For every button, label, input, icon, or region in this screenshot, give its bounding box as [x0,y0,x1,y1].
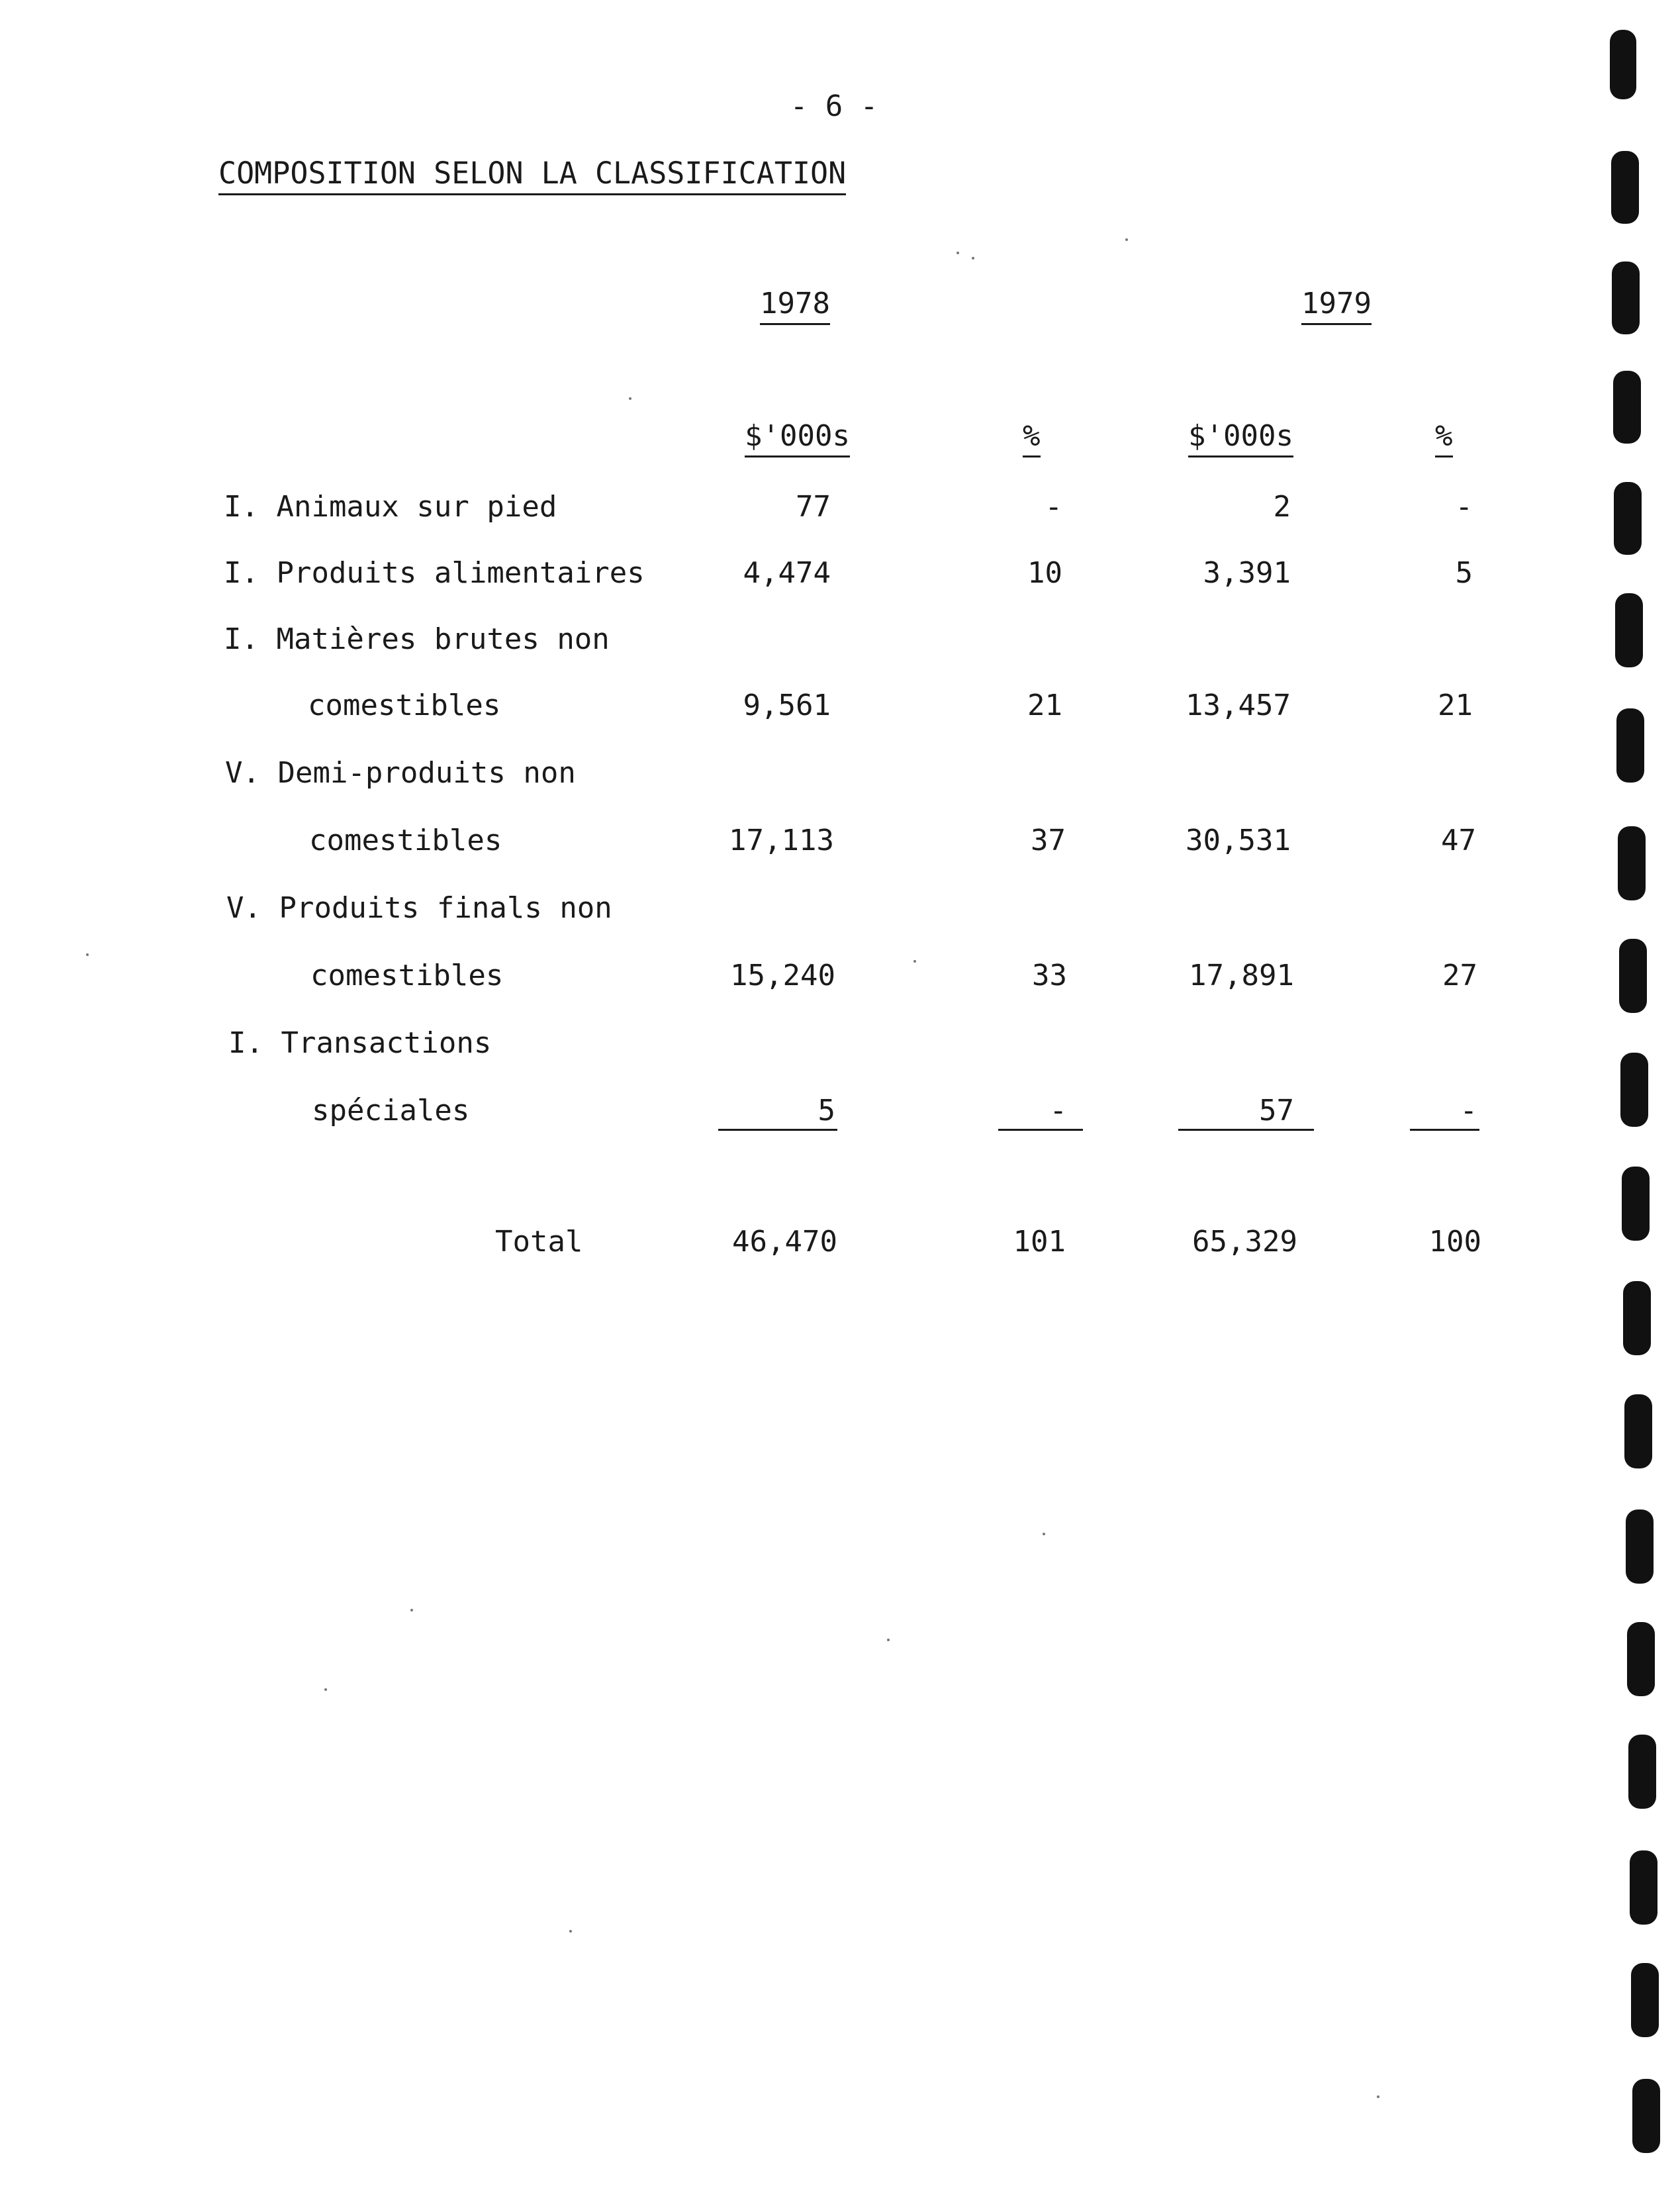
total-cell: 101 [1013,1225,1066,1259]
speck [324,1688,327,1691]
subtotal-rule [1410,1129,1479,1131]
total-cell: 65,329 [1192,1225,1297,1259]
total-cell: 100 [1428,1225,1481,1259]
table-cell: - [1455,490,1473,524]
table-cell: 3,391 [1203,556,1291,590]
binding-hole [1623,1281,1651,1355]
speck [86,953,89,956]
speck [972,257,974,260]
table-cell: 21 [1438,689,1473,722]
table-cell: 21 [1027,689,1062,722]
table-cell: 17,891 [1189,959,1294,992]
subtotal-rule [998,1129,1083,1131]
column-header-1979-value: $'000s [1188,419,1293,457]
binding-hole [1613,371,1641,444]
column-header-1978-percent: % [1023,419,1041,457]
speck [569,1930,572,1933]
table-cell: - [1045,490,1062,524]
speck [957,252,959,254]
row-label: I. Transactions [228,1026,492,1060]
table-cell: 10 [1027,556,1062,590]
row-label: I. Animaux sur pied [224,490,557,524]
speck [1125,238,1128,241]
row-label-continuation: comestibles [309,824,502,857]
speck [629,397,631,400]
total-cell: 46,470 [732,1225,837,1259]
binding-hole [1624,1394,1652,1468]
binding-hole [1628,1735,1656,1809]
binding-hole [1627,1622,1655,1696]
table-cell: 27 [1442,959,1477,992]
table-cell: 4,474 [743,556,831,590]
table-cell: - [1049,1094,1067,1127]
table-cell: 13,457 [1186,689,1291,722]
table-cell: 2 [1273,490,1291,524]
speck [1043,1533,1045,1535]
page-number: - 6 - [790,89,878,123]
binding-hole [1619,939,1647,1013]
binding-hole [1611,151,1639,224]
column-header-1979-percent: % [1435,419,1453,457]
binding-hole [1616,708,1644,783]
row-label-continuation: spéciales [312,1094,470,1127]
speck [1377,2095,1379,2098]
column-header-1978-value: $'000s [745,419,850,457]
binding-hole [1612,262,1640,334]
document-title: COMPOSITION SELON LA CLASSIFICATION [218,156,846,195]
speck [887,1639,890,1641]
table-cell: 57 [1259,1094,1294,1127]
binding-hole [1632,2079,1660,2153]
row-label: V. Demi-produits non [225,756,576,790]
binding-hole [1618,826,1646,900]
binding-hole [1630,1850,1657,1925]
speck [410,1609,413,1611]
row-label: I. Produits alimentaires [224,556,645,590]
table-cell: 17,113 [729,824,834,857]
binding-hole [1614,482,1642,555]
subtotal-rule [718,1129,837,1131]
binding-hole [1622,1167,1650,1241]
table-cell: 15,240 [730,959,835,992]
total-label: Total [495,1225,583,1259]
binding-hole [1631,1963,1659,2037]
table-cell: 5 [817,1094,835,1127]
binding-hole [1620,1053,1648,1127]
binding-hole [1626,1509,1654,1584]
row-label: V. Produits finals non [226,891,612,925]
table-cell: 37 [1031,824,1066,857]
table-cell: 77 [796,490,831,524]
table-cell: - [1460,1094,1477,1127]
year-header-1978: 1978 [760,287,830,325]
row-label-continuation: comestibles [308,689,501,722]
row-label: I. Matières brutes non [224,622,610,656]
table-cell: 33 [1032,959,1067,992]
subtotal-rule [1178,1129,1314,1131]
table-cell: 47 [1441,824,1476,857]
speck [913,960,916,963]
binding-hole [1610,30,1636,99]
table-cell: 9,561 [743,689,831,722]
row-label-continuation: comestibles [310,959,504,992]
year-header-1979: 1979 [1301,287,1372,325]
table-cell: 30,531 [1186,824,1291,857]
table-cell: 5 [1455,556,1473,590]
binding-hole [1615,593,1643,667]
